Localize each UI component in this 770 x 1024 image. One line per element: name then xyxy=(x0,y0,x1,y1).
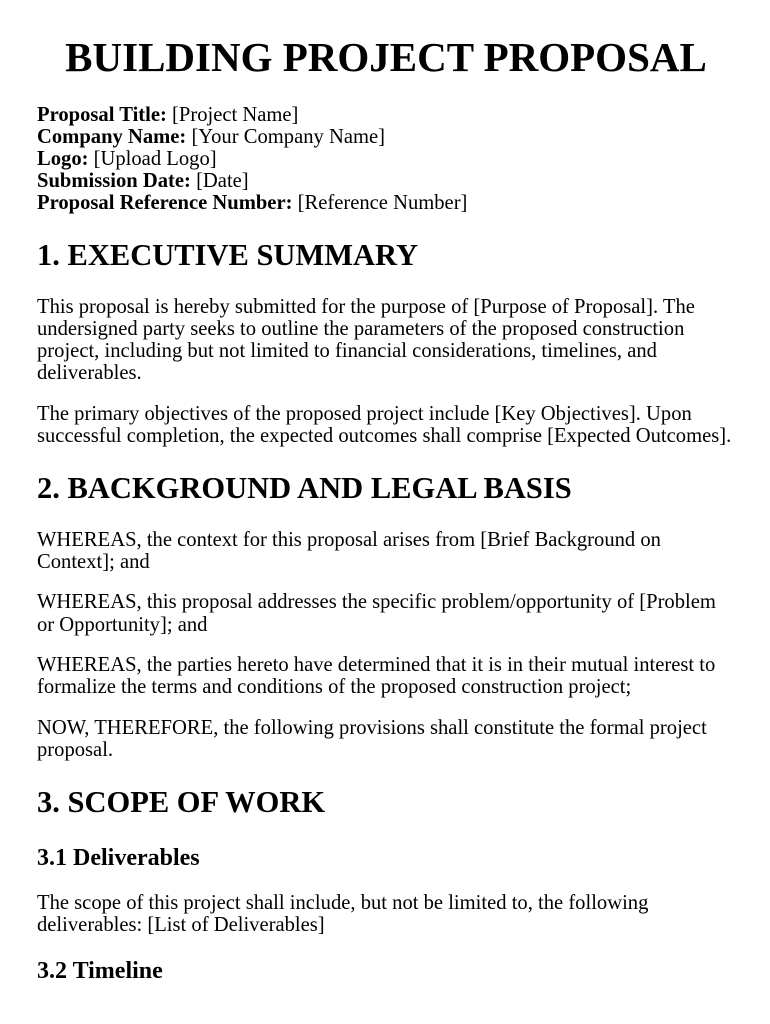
document-page xyxy=(37,0,735,1005)
meta-label: Proposal Title: xyxy=(37,104,167,126)
executive-summary-paragraph: This proposal is hereby submitted for the purpose of [Purpose of Proposal]. The undersigned party seeks to outline the parameters of the proposed construction project, including but not limited to financial considerations, timelines, and deliverables. xyxy=(37,295,695,385)
meta-label: Logo: xyxy=(37,148,89,170)
meta-label: Submission Date: xyxy=(37,170,191,192)
deliverables-paragraph: The scope of this project shall include, but not be limited to, the following deliverables: [List of Deliverables] xyxy=(37,891,649,936)
subsection-heading: 3.1 Deliverables xyxy=(37,844,200,871)
whereas-clause: WHEREAS, the context for this proposal arises from [Brief Background on Context]; and xyxy=(37,528,661,574)
section-scope-of-work xyxy=(37,785,735,987)
meta-logo xyxy=(37,148,735,170)
subsection-timeline xyxy=(37,956,735,986)
subsection-heading: 3.2 Timeline xyxy=(37,958,163,985)
meta-reference-number xyxy=(37,192,735,214)
meta-proposal-title xyxy=(37,104,735,126)
section-heading: 2. BACKGROUND AND LEGAL BASIS xyxy=(37,470,572,505)
section-heading: 1. EXECUTIVE SUMMARY xyxy=(37,237,419,272)
meta-value: [Date] xyxy=(196,170,249,192)
section-background-legal-basis xyxy=(37,471,735,761)
meta-submission-date xyxy=(37,170,735,192)
meta-label: Proposal Reference Number: xyxy=(37,192,293,214)
meta-company-name xyxy=(37,126,735,148)
document-title: BUILDING PROJECT PROPOSAL xyxy=(65,34,707,80)
executive-summary-paragraph: The primary objectives of the proposed project include [Key Objectives]. Upon successful completion, the expected outcomes shall comprise [Expected Outcomes]. xyxy=(37,402,732,447)
whereas-clause: WHEREAS, this proposal addresses the specific problem/opportunity of [Problem or Opportunity]; and xyxy=(37,591,716,636)
meta-value: [Your Company Name] xyxy=(191,126,385,148)
section-heading: 3. SCOPE OF WORK xyxy=(37,784,326,819)
now-therefore-clause: NOW, THEREFORE, the following provisions shall constitute the formal project proposal. xyxy=(37,716,707,761)
meta-value: [Upload Logo] xyxy=(93,148,217,170)
section-executive-summary xyxy=(37,238,735,448)
whereas-clause: WHEREAS, the parties hereto have determined that it is in their mutual interest to formalize the terms and conditions of the proposed construction project; xyxy=(37,653,716,699)
meta-label: Company Name: xyxy=(37,126,187,148)
proposal-meta-block xyxy=(37,104,735,214)
meta-value: [Project Name] xyxy=(172,104,299,126)
meta-value: [Reference Number] xyxy=(297,192,468,214)
subsection-deliverables xyxy=(37,843,735,937)
